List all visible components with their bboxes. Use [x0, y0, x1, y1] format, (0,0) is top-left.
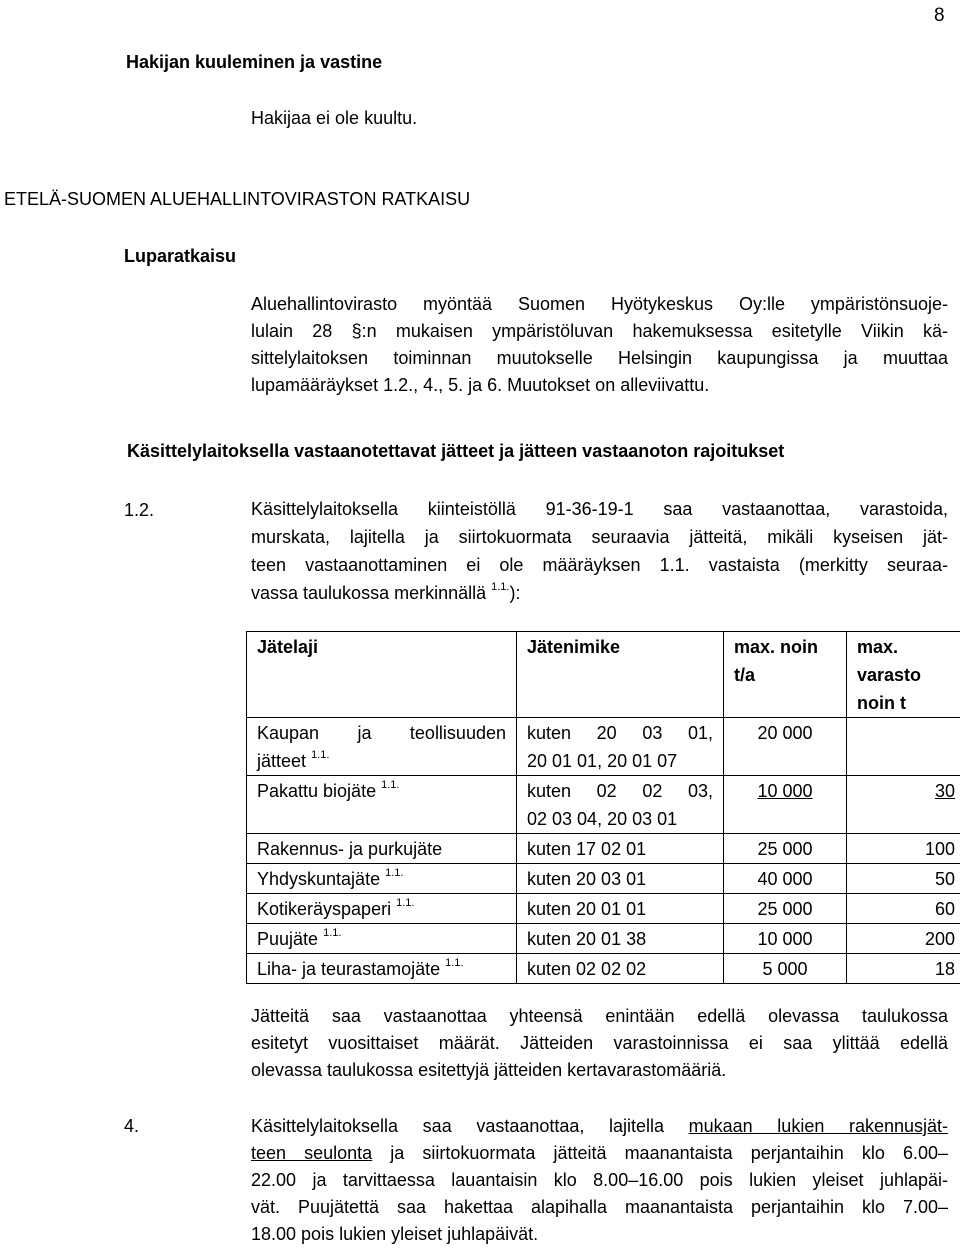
annual-amount: 10 000 — [724, 776, 847, 834]
table-row — [247, 894, 960, 924]
storage-amount — [847, 718, 960, 776]
waste-code: kuten 02 02 02 — [517, 954, 724, 984]
storage-amount: 18 — [847, 954, 960, 984]
waste-type: Kaupan ja teollisuuden jätteet $^{1.1.}$ — [247, 718, 517, 776]
waste-table — [246, 631, 960, 984]
waste-heading: Käsittelylaitoksella vastaanotettavat jätteet ja jätteen vastaanoton rajoitukset — [127, 441, 785, 461]
item-line: murskata, lajitella ja siirtokuormata seuraavia jätteitä, mikäli kyseisen jät- — [251, 527, 948, 547]
page-number: 8 — [934, 5, 945, 26]
waste-type: Puujäte $^{1.1.}$ — [247, 924, 517, 954]
storage-amount: 50 — [847, 864, 960, 894]
after-table-line: olevassa taulukossa esitettyjä jätteiden kertavarastomääriä. — [251, 1060, 727, 1080]
after-table-line: Jätteitä saa vastaanottaa yhteensä enintään edellä olevassa taulukossa — [251, 1006, 948, 1026]
table-row — [247, 954, 960, 984]
item-4-line: 22.00 ja tarvittaessa lauantaisin klo 8.00–16.00 pois lukien yleiset juhlapäi- — [251, 1170, 948, 1190]
waste-code: kuten 20 01 38 — [517, 924, 724, 954]
header-waste-code: Jätenimike — [517, 632, 724, 718]
after-table-paragraph — [251, 1003, 948, 1084]
table-row — [247, 834, 960, 864]
waste-code: kuten 17 02 01 — [517, 834, 724, 864]
item-4-line: teen seulonta ja siirtokuormata jätteitä maanantaista perjantaihin klo 6.00– — [251, 1143, 948, 1163]
annual-amount: 5 000 — [724, 954, 847, 984]
item-4-line: vät. Puujätettä saa hakettaa alapihalla maanantaista perjantaihin klo 7.00– — [251, 1197, 948, 1217]
permit-line: lupamääräykset 1.2., 4., 5. ja 6. Muutokset on alleviivattu. — [251, 375, 710, 395]
hearing-text: Hakijaa ei ole kuultu. — [251, 108, 418, 128]
permit-line: lulain 28 §:n mukaisen ympäristöluvan hakemuksessa esitetylle Viikin kä- — [251, 321, 948, 341]
annual-amount: 20 000 — [724, 718, 847, 776]
header-waste-type: Jätelaji — [247, 632, 517, 718]
item-line-last: vassa taulukossa merkinnällä $^{1.1.}$): — [251, 581, 521, 603]
storage-amount: 200 — [847, 924, 960, 954]
item-line: teen vastaanottaminen ei ole määräyksen 1.1. vastaista (merkitty seuraa- — [251, 555, 948, 575]
item-1-2-paragraph — [251, 495, 948, 607]
header-storage: max. varasto noin t — [847, 632, 960, 718]
item-number-4: 4. — [124, 1116, 140, 1136]
annual-amount: 40 000 — [724, 864, 847, 894]
item-4-line: 18.00 pois lukien yleiset juhlapäivät. — [251, 1224, 539, 1244]
waste-type: Liha- ja teurastamojäte $^{1.1.}$ — [247, 954, 517, 984]
storage-amount: 60 — [847, 894, 960, 924]
permit-line: Aluehallintovirasto myöntää Suomen Hyötykeskus Oy:lle ympäristönsuoje- — [251, 294, 948, 314]
item-line: Käsittelylaitoksella kiinteistöllä 91-36-19-1 saa vastaanottaa, varastoida, — [251, 499, 948, 519]
table-row — [247, 864, 960, 894]
item-4-paragraph — [251, 1113, 948, 1248]
waste-code: kuten 20 03 01, 20 01 01, 20 01 07 — [517, 718, 724, 776]
annual-amount: 10 000 — [724, 924, 847, 954]
permit-line: sittelylaitoksen toiminnan muutokselle Helsingin kaupungissa ja muuttaa — [251, 348, 948, 368]
annual-amount: 25 000 — [724, 894, 847, 924]
table-row — [247, 924, 960, 954]
table-row — [247, 776, 960, 834]
waste-type: Pakattu biojäte $^{1.1.}$ — [247, 776, 517, 834]
decision-heading: ETELÄ-SUOMEN ALUEHALLINTOVIRASTON RATKAISU — [4, 189, 471, 209]
waste-type: Yhdyskuntajäte $^{1.1.}$ — [247, 864, 517, 894]
item-4-line: Käsittelylaitoksella saa vastaanottaa, lajitella mukaan lukien rakennusjät- — [251, 1116, 949, 1136]
table-row — [247, 718, 960, 776]
table-header-row — [247, 632, 960, 718]
storage-amount: 100 — [847, 834, 960, 864]
waste-code: kuten 02 02 03, 02 03 04, 20 03 01 — [517, 776, 724, 834]
permit-heading: Luparatkaisu — [124, 246, 237, 266]
item-number-1-2: 1.2. — [124, 500, 155, 520]
storage-amount: 30 — [847, 776, 960, 834]
waste-code: kuten 20 03 01 — [517, 864, 724, 894]
header-annual: max. noin t/a — [724, 632, 847, 718]
waste-code: kuten 20 01 01 — [517, 894, 724, 924]
waste-type: Rakennus- ja purkujäte — [247, 834, 517, 864]
annual-amount: 25 000 — [724, 834, 847, 864]
permit-paragraph — [251, 291, 948, 399]
hearing-heading: Hakijan kuuleminen ja vastine — [126, 52, 383, 72]
after-table-line: esitetyt vuosittaiset määrät. Jätteiden varastoinnissa ei saa ylittää edellä — [251, 1033, 948, 1053]
waste-type: Kotikeräyspaperi $^{1.1.}$ — [247, 894, 517, 924]
